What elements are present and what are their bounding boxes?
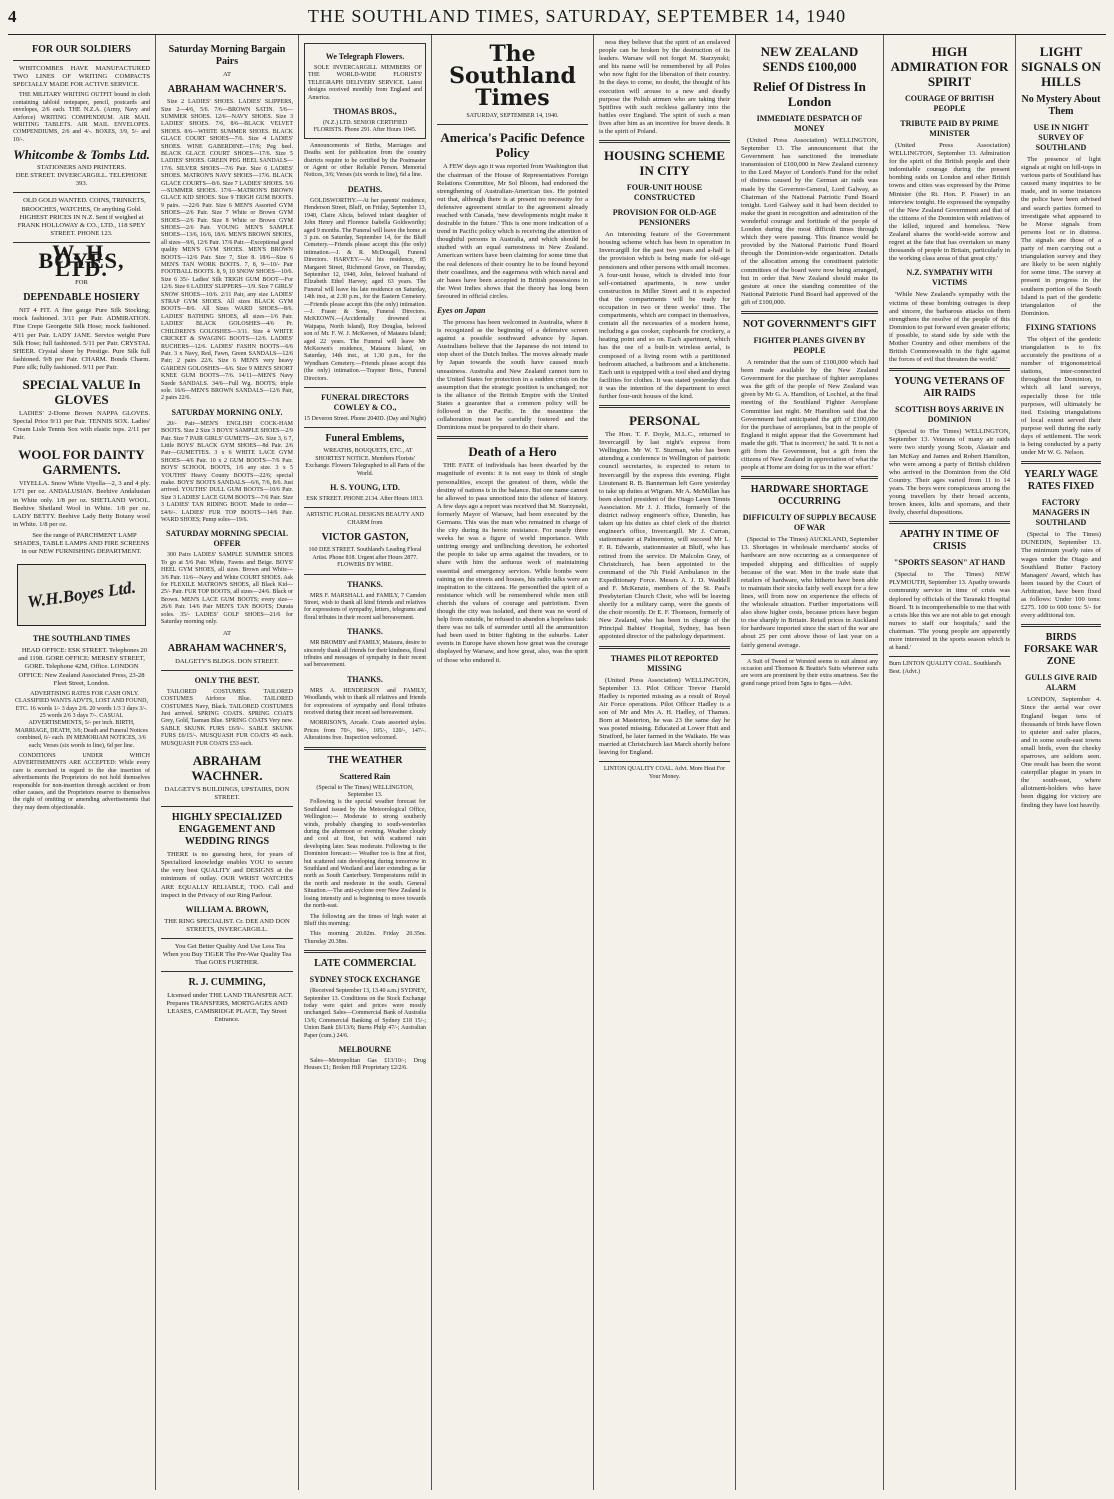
funeral-text: WREATHS, BOUQUETS, ETC., AT SHORTEST NOTICE. Members Florists' Exchange. Flowers Telegraphed to all Parts of the World. — [305, 448, 425, 477]
thomas-sub: (N.Z.) LTD. SENIOR CERTIFIED FLORISTS. Phone 291. After Hours 1045. — [313, 120, 417, 134]
pilot-body: (United Press Association) WELLINGTON, September 13. Pilot Officer Trevor Harold Hadley is reported missing as a result of Royal Air Force operations. Pilot Officer Hadley is a son of Mr and Mrs A. H. Hadley, of Thames. Born at Masterton, he was 23 the same day he was posted missing. Educated at Lower Hutt and Stratford, he later farmed in the Waikato. He was married at Christchurch last March shortly before leaving for England. — [599, 676, 730, 757]
deaths-text: GOLDSWORTHY.—At her parents' residence, Henderson Street, Bluff, on Friday, September 13, 1940, Claire Alicia, beloved infant daughter of John Henry and Florence Isabella Goldsworthy; aged 9 months. The Funeral will leave the home at 3 p.m. on Saturday, September 14, for the Bluff Cemetery.—Friends please accept this (the only) intimation.—J. & R. McDougall, Funeral Directors. HARVEY.—At his residence, 85 Margaret Street, Richmond Grove, on Thursday, September 12, 1940, John, beloved husband of Elizabeth Ethel Harvey; aged 63 years. The Funeral will leave his late residence on Saturday, 14th inst., at 2.30 p.m., for the Eastern Cemetery.—Friends please accept this (the only) intimation.—J. Fraser & Sons, Funeral Directors. McKEOWN.—(Accidentally drowned at Waipapa, North Island), Roy Douglas, beloved son of Mr. F. W. J. McKeown, of Mataura Island; aged 22 years. The Funeral will leave Mr McKeown's residence, Mataura Island, on Saturday, 14th inst., at 1.30 p.m., for the Wyndham Cemetery.—Friends please accept this (the only) intimation.—Traynor Bros., Funeral Directors. — [304, 197, 426, 382]
divider — [889, 368, 1010, 371]
divider — [599, 405, 730, 408]
birds-heading: BIRDS FORSAKE WAR ZONE — [1024, 632, 1098, 668]
hardware-body: (Special to The Times) AUCKLAND, September 13. Shortages in wholesale merchants' stocks of hardware are now occurring as a consequence of impeded shipping and difficulties of supply because of the war. Men in the trade state that retailers of hardware, who hitherto have been able to maintain their stocks fairly well except for a few lines, will from now on experience the effects of the wholesale situation. Further importations will also show higher costs, because prices have begun to rise sharply in Britain. Retail prices in Auckland for hardware imported since the start of the war are about 25 per cent above those of last year on a fairly general average. — [741, 536, 878, 649]
page-header — [8, 6, 1106, 35]
nz-sends-heading: NEW ZEALAND SENDS £100,000 — [760, 44, 859, 74]
melbourne-text: Sales—Metropolitan Gas £13/10/-; Drug Houses £1; Broken Hill Proprietary £2/2/6. — [304, 1057, 426, 1072]
divider — [599, 761, 730, 762]
hosiery-list: NIT 4 FIT. A fine gauge Pure Silk Stocking; mock fashioned. 3/11 per Pair. ADMIRATION. Fine Crepe Georgette Silk Hose; mock fashioned. 4/11 per Pair. LADY JANE. Service weight Pure Silk Hose; full fashioned. 5/11 per Pair. CRYSTAL SHEER. Crystal sheer by Prestige. Pure Silk full fashioned. 9/8 per Pair. CHARM. Bonds Charm. Pure silk; fully fashioned. 9/11 per Pair. — [13, 307, 150, 371]
weather-text: Following is the special weather forecast for Southland issued by the Meteorological Office, Wellington:— Moderate to strong southerly winds, probably changing to south-westerlies during the afternoon or evening. Weather cloudy and cool at first, but with scattered rain developing later. Seas moderate. Following is the Dominion forecast:— Weather too is fine at first, but scattered rain developing during tomorrow in Southland and Westland and later extending as far north as South Canterbury. Temperatures mild in the north and moderate in the south. General Situation.—The anti-cyclone over New Zealand is losing intensity and is beginning to move towards the north-east. — [304, 799, 426, 910]
wachner-addr: DALGETY'S BUILDINGS, UPSTAIRS, DON STREET. — [164, 785, 290, 802]
gift-heading: NOT GOVERNMENT'S GIFT — [742, 318, 877, 330]
thanks-2: MR BROMBY and FAMILY, Mataura, desire to sincerely thank all friends for their kindness, floral tributes and messages of sympathy in their recent sad bereavement. — [304, 640, 426, 669]
divider — [437, 436, 588, 439]
at-label: AT — [222, 71, 232, 78]
boyes-hosiery: DEPENDABLE HOSIERY — [23, 292, 140, 304]
divider — [889, 656, 1010, 657]
weather-sub: Scattered Rain — [339, 771, 391, 781]
hardware-heading: HARDWARE SHORTAGE OCCURRING — [750, 484, 869, 508]
gift-sub: FIGHTER PLANES GIVEN BY PEOPLE — [753, 335, 866, 355]
offices: HEAD OFFICE: ESK STREET. Telephones 20 and 1198. GORE OFFICE: MERSEY STREET, GORE. Telephone 42M, Office. LONDON OFFICE: New Zealand Associated Press, 23-28 Fleet Street, London. — [18, 647, 148, 687]
ad-rates: ADVERTISING RATES FOR CASH ONLY. CLASSIFIED WANTS ADVTS, LOST AND FOUND, ETC. 16 words 1/- 3 days 2/6. 20 words 1/3 3 days 3/-. 25 words 2/6 3 days 7/-. CASUAL ADVERTISEMENTS, 5/- per inch. BIRTH, MARRIAGE, DEATH, 3/6; Death and Funeral Notices combined, 6/- each. IN MEMORIAM NOTICES, 3/6 each; Verses (six words to line), 6d per line. — [15, 690, 148, 749]
bargain-list: Size 2 LADIES' SHOES. LADIES' SLIPPERS, Size 2—4/6, 5/6. 7/6—BROWN SATIN. 5/6—SUMMER SHOES. 12/6—NAVY SHOES. Size 3 LADIES' SHOES. 7/6, 8/6—BLACK VELVET SHOES. 8/6—WHITE SUMMER SHOES. BLACK GLACE COURT SHOES—7/6. Size 4 LADIES' SHOES. WINE GABERDINE—17/6; Peg heel. BLACK GLACE COURT SHOES—17/6. Size 5 LADIES' SHOES. GREEN PEG HEEL SANDALS—17/6. SILVER SHOES—7/6 Pair. Size 6 LADIES' SHOES. MATRON'S NAVY SHOES—17/6. BLACK GLACE COURTS—8/6. Size 7 LADIES' SHOES. 5/6—SUMMER SHOES. 17/6—MATRON'S BROWN GLACE KID SHOES. Size 9 TRIGH GUM BOOTS. 9 pairs. —22/6 Pair. Size 6 MEN'S Assorted GYM SHOES—2/6 Pair. Size 7 White or Brown GYM SHOES—2/6 Pair. Size 8 White or Brown GYM SHOES—2/6 Pair. YOUNG MEN'S SAMPLE SHOES—13/6, 16/6, 18/6. MEN'S BROWN SHOES, all sizes—9/6, 12/6 Pair. 17/6 Pair.—Exceptional good quality MEN'S GYM SHOES. MEN'S BROWN BOOTS—12/6 Pair. Size 7, Size 8. 18/6—Size 6 MEN'S TAN WORK BOOTS. 7, 8, 9—10/- Pair FOOTBALL BOOTS. 8, 9, 10 SNOW SHOES—10/6. Size 6 35/- Ladies' Silk TRIGH GUM BOOT—For 12/6. Size 6 LADIES' SLIPPERS—1/9. Size 7 GIRLS' SNOW SHOES—10/6. 2/11 Pair, any size LADIES' STRAP GYM SHOES. All sizes BLACK GYM BOOTS—8/6. All Sizes WARD SHOES—8/6. LADIES' BATHING SHOES, all sizes—1/6 Pair. LADIES' BLACK GOLOSHES—4/6 Pr. CHILDREN'S GOLOSHES—3/11. Size 4 WHITE CRICKET & SWAGING BOOTS—12/6. LADIES' RUCHERS—12/6. LADIES' FASHN BOOTS—6/6 Pair. 3 x Navy, Red, Fawn, Green SANDALS—12/6 Pair; 2 pairs 22/6. Size 6 MEN'S very heavy GARDEN GOLOSHES—6/6. Size 9 MEN'S SHORT KNEE GUM BOOTS—7/6. 14/11—MEN'S Navy Suede SANDALS. 34/6—Full Wg. BOOTS; triple sole. 16/6—MEN'S BROWN SANDALS—12/6 Pair, 2 pairs 22/6. — [161, 99, 293, 402]
column-1 — [8, 35, 156, 1490]
telegraph-heading: We Telegraph Flowers. — [325, 52, 405, 61]
divider — [304, 747, 426, 750]
divider — [304, 950, 426, 953]
rings-text: THERE is no guessing here, for years of Specialized knowledge enables YOU to secure the very best QUALITY and DESIGNS at the minimum of outlay. OUR WRIST WATCHES ARE EQUALLY RELIABLE, TOO. Call and inspect in the Privacy of our Ring Parlour. — [161, 851, 293, 899]
tide-rows: This morning 20.02m. Friday 20.35m. Thursday 20.38m. — [304, 931, 426, 945]
wage-body: (Special to The Times) DUNEDIN, September 13. The minimum yearly rates of wages under the Otago and Southland Butter Factory Managers' Award, which has been issued by the Court of Arbitration, have been fixed as follows: Under 100 tons: £275. 100 to 600 tons: 5/- for every additional ton. — [1021, 531, 1101, 620]
divider — [13, 60, 150, 61]
deaths-heading: DEATHS. — [347, 184, 383, 194]
notices-text: Announcements of Births, Marriages and Deaths sent for publication from the country districts require to be certified by the Postmaster or Agent or other Reliable Person. Memorial Notices, 3/6; Verses (six words to line), 6d a line. — [304, 142, 426, 179]
times-heading: THE SOUTHLAND TIMES — [32, 634, 131, 644]
divider — [13, 192, 150, 193]
thanks-heading-3: THANKS. — [347, 674, 383, 684]
wachner-name: ABRAHAM WACHNER. — [191, 752, 263, 783]
ad-items: THE MILITARY WRITING OUTFIT bound in cloth containing tabloid notepaper, pencil, postcards and envelopes, 2/6 each. THE N.Z.A. (Army, Navy and Airforce) WRITING COMPENDIUM. AIR MAIL WRITING TABLETS. AIR MAIL ENVELOPES. COMPENDIUMS, 2/6 and 4/-. BOXES, 3/9, 5/- and 10/-. — [13, 92, 150, 143]
young-addr: ESK STREET. PHONE 2134. After Hours 1813. — [306, 496, 424, 503]
late-commercial: LATE COMMERCIAL — [314, 958, 416, 970]
florist-ad — [304, 43, 426, 139]
column-4 — [432, 35, 594, 1490]
subheading-japan: Eyes on Japan — [437, 306, 486, 315]
coal-ad: LINTON QUALITY COAL. Advt. More Heat For Your Money. — [603, 766, 726, 780]
funeral-heading: Funeral Emblems, — [325, 433, 405, 445]
editorial-body-2: The process has been welcomed in Australia, where it is recognized as the beginning of a defensive screen against a possible southward advance by Japan. Australians believe that the Japanese do not intend to stop short of the Dutch Indies. The moves already made by Japan towards the south have caused much uneasiness. Australia and New Zealand cannot turn to the United States for protection in a sudden crisis on the assumption that the strategic position is unchanged; nor is the alliance of the British Empire with the United States a guarantee that a common policy will be followed in the Pacific. In the meantime the collaboration must be carefully fostered and the Dominions must be prepared to do their share. — [437, 319, 588, 432]
store-name-2: ABRAHAM WACHNER'S, — [167, 642, 287, 654]
thanks-3: MRS A. HENDERSON and FAMILY, Woodlands, wish to thank all relatives and friends for expressions of sympathy and floral tributes received during their recent sad bereavement. — [304, 687, 426, 716]
personal-heading: PERSONAL — [629, 413, 700, 429]
divider — [889, 521, 1010, 524]
rings-addr: THE RING SPECIALIST. Cr. DEE AND DON STREETS, INVERCARGILL. — [164, 917, 290, 933]
tides-text: The following are the times of high water at Bluff this morning: — [304, 913, 426, 927]
column-8 — [1016, 35, 1106, 1490]
housing-heading: HOUSING SCHEME IN CITY — [604, 148, 725, 179]
housing-sub-2: PROVISION FOR OLD-AGE PENSIONERS — [612, 208, 717, 228]
cumming-text: Licensed under THE LAND TRANSFER ACT. Prepares TRANSFERS, MORTGAGES AND LEASES, CAMBRIDGE PLACE, Tay Street Entrance. — [166, 992, 293, 1024]
divider — [1021, 461, 1101, 464]
thanks-heading-2: THANKS. — [347, 627, 383, 637]
personal-body: The Hon. T. F. Doyle, M.L.C., returned to Invercargill by last night's express from Wellington. Mr W. T. Sturman, who has been attending a conference in Wellington of patriotic council secretaries, is expected to return to Invercargill by the express this evening. Flight Lieutenant R. B. Bannerman left Gore yesterday to take up duties at Wigram. Mr A. McMillan has been elected president of the Otago Lawn Tennis Association. Mr J. J. Hicks, formerly of the district railway engineer's office, Dunedin, has taken up his duties as chief clerk of the district engineer's office, Invercargill. Mr J. Curran, stationmaster at Palmerston, will succeed Mr L. F. R. Edwards, stationmaster at Bluff, who has retired from the service. Dr Malcolm Gray, of Christchurch, has been appointed to the command of the 7th Field Ambulance in the Expeditionary Force. Messrs A. J. D. Waddell and F. McKenzie, members of the St. Paul's Presbyterian Church Choir, who will be leaving shortly for a military camp, were the guests of the choir recently. Dr E. F. Thomson, formerly of New Zealand, who has been in charge of the Principal Babies' Hospital, Sydney, has been appointed director of the pathology department. — [599, 431, 730, 641]
brand-sub: STATIONERS AND PRINTERS. — [36, 164, 127, 172]
thanks-1: MRS F. MARSHALL and FAMILY, 7 Camden Street, wish to thank all kind friends and relatives for expressions of sympathy, letters, telegrams and floral tributes in their recent sad bereavement. — [304, 592, 426, 621]
at-label-2: AT — [222, 629, 232, 637]
fixing-heading: FIXING STATIONS — [1025, 322, 1097, 332]
boyes-logo — [17, 564, 146, 626]
cowley-name: FUNERAL DIRECTORS COWLEY & CO., — [321, 393, 409, 413]
signals-sub-2: USE IN NIGHT SURVEY OF SOUTHLAND — [1033, 123, 1089, 152]
nz-sends-body: (United Press Association) WELLINGTON, September 13. The announcement that the Government has sanctioned the immediate transmission of £100,000 in New Zealand currency to the Lord Mayor of London's Fund for the relief of distress caused by the German air raids was made by the Governor-General, Lord Galway, as Chairman of the National Patriotic Fund Board tonight. Lord Galway said it had been decided to make the grant in recognition and admiration of the wonderful courage and fortitude of the people of London during the most difficult times through which they were passing. This finance would be provided by the National Patriotic Fund Board through the Dominion-wide organization. Details of the allocation among the constituent patriotic committees of the board were now being arranged, but in order that New Zealand should make its gesture at once the standing committee of the National Patriotic Fund Board had approved of the gift of £100,000. — [741, 137, 878, 306]
ad-intro: WHITCOMBES HAVE MANUFACTURED TWO LINES OF WRITING COMPACTS SPECIALLY MADE FOR ACTIVE SERVICE. — [13, 65, 150, 89]
gold-ad: OLD GOLD WANTED. COINS, TRINKETS, BROOCHES, WATCHES, Or anything Gold. HIGHEST PRICES IN N.Z. Sent if weighed at FRANK HOLLOWAY & CO., LTD., 118 SPEY STREET. PHONE 123. — [17, 197, 146, 237]
wool-list: VIYELLA. Snow White Viyella—2, 3 and 4 ply. 1/71 per oz. ANDALUSIAN. Beehive Andalusian in White only. 1/8 per oz. SHETLAND WOOL. Beehive Shetland Wool in White. 1/8 per oz. LADY BETTY. Beehive Lady Betty Botany wool in White. 1/8 per oz. — [13, 480, 150, 528]
veterans-heading: YOUNG VETERANS OF AIR RAIDS — [894, 376, 1005, 400]
columns — [8, 35, 1106, 1490]
gaston-addr: 160 DEE STREET. Southland's Leading Floral Artist. Phone 818. Urgent after Hours 2877. FLOWERS BY WIRE. — [308, 547, 422, 569]
cumming-name: R. J. CUMMING, — [188, 977, 266, 989]
hero-body: THE FATE of individuals has been dwarfed by the magnitude of events: it is not easy to think of single personalities, except the greatest of them, while the destiny of nations is in the balance. But one name cannot be allowed to pass unnoticed into the silence of history. A few days ago a report was received that M. Starzynski, formerly Mayor of Warsaw, had been executed by the Germans. This was the man who remained in charge of the city during its heroic resistance. For nearly three weeks he was a figure of world importance. With untiring energy and unflinching devotion, he exhorted the people to take up arms against the invaders, or to share with him the arduous work of maintaining essential and emergency services. While bombs were raining on the streets and houses, his radio talks were an inspiration to the citizens. He personified the spirit of a resistance which will be remembered while men still cherish the values of courage and patriotism. Even though the city was isolated, and there was no word of help from outside, he refused to abandon a hopeless task: there was no talk of surrender until all the ammunition had been used in bitter fighting in the suburbs. Later events in Europe have shown how great was the courage displayed by Warsaw, and how great, also, was the spirit of those who endured it. — [437, 462, 588, 664]
divider — [161, 971, 293, 972]
melbourne-heading: MELBOURNE — [338, 1044, 392, 1054]
admiration-sub: COURAGE OF BRITISH PEOPLE — [904, 94, 995, 113]
divider — [304, 427, 426, 428]
brand-whitcombe: Whitcombe & Tombs Ltd. — [13, 147, 150, 163]
store-name: ABRAHAM WACHNER'S. — [167, 84, 287, 96]
divider — [161, 806, 293, 807]
sydney-heading: SYDNEY STOCK EXCHANGE — [309, 975, 421, 985]
boyes-brand: W. H. BOYES, LTD. — [38, 239, 125, 282]
column-3 — [299, 35, 432, 1490]
rings-heading: HIGHLY SPECIALIZED ENGAGEMENT AND WEDDING RINGS — [171, 812, 283, 848]
column-2 — [156, 35, 299, 1490]
divider — [161, 670, 293, 671]
hero-continued: ness they believe that the spirit of an enslaved people can be broken by the destruction of its leaders. Warsaw will not forget M. Starzynski; and his name will be remembered by all Poles who now fight for the liberation of their country. In the days to come, no doubt, the thought of his execution will arouse to a new and deadly purpose the Polish airmen who are taking their Spitfires with such reckless gallantry into the battles over England. The spirit of such a man lives after him as an incentive for brave deeds. It is the spirit of Poland. — [599, 39, 730, 136]
rings-name: WILLIAM A. BROWN, — [185, 904, 269, 914]
divider — [304, 574, 426, 575]
signals-body: The presence of light signals at night on hill-tops in various parts of Southland has caused many inquiries to be made, and in some instances the police have been advised and search parties formed to investigate what appeared to be Morse signals from persons lost or in distress. The signals are those of a party of men carrying out a triangulation survey and they are likely to be seen nightly for some time. The survey at present in progress in the southern portion of the South Island is part of the geodetic triangulation of the Dominion. — [1021, 156, 1101, 317]
sympathy-body: 'While New Zealand's sympathy with the victims of these bombing outrages is deep and sincere, the barbarous attacks on them strengthens the resolve of the people of this Dominion to put forward even greater efforts; if possible, to stand side by side with the Mother Country and other members of the British Commonwealth in the fight against the forces of evil that threaten the world.' — [889, 291, 1010, 364]
special-gloves: SPECIAL VALUE In GLOVES — [22, 377, 141, 407]
only-best: ONLY THE BEST. — [194, 675, 260, 685]
coats-list: TAILORED COSTUMES. TAILORED COSTUMES Airforce Blue. TAILORED COSTUMES Navy, Black. TAILORED COSTUMES Just arrived. SPRING COATS. SPRING COATS Grey, Gold, Tasman Blue. SPRING COATS Very new. SABLE SKUNK FURS £6/9/-. SABLE SKUNK FURS £6/15/-. MUSQUASH FUR COATS 45 each. MUSQUASH FUR COATS £53 each. — [161, 688, 293, 747]
apathy-sub: "SPORTS SEASON" AT HAND — [893, 558, 1006, 568]
coal-ad-2: Burn LINTON QUALITY COAL. Southland's Best. (Advt.) — [889, 661, 1002, 675]
nameplate: The Southland Times — [449, 41, 576, 111]
weather-heading: THE WEATHER — [327, 754, 403, 766]
fixing-body: The object of the geodetic triangulation is to fix accurately the positions of a number of trigonometrical stations, inter-connected throughout the Dominion, to which all land surveys, especially those for title purposes, will ultimately be tied. Existing triangulations of local extent served their purpose well during the early days of settlement. The work is being conducted by a party under Mr W. G. Nelson. — [1021, 335, 1101, 457]
sydney-text: (Received September 13, 13.40 a.m.) SYDNEY, September 13. Conditions on the Stock Exchange today were quiet and prices were mostly unchanged. Sales—Commercial Bank of Australia 13/6; Commercial Banking of Sydney £18 15/-; Union Bank £6/13/6; Burns Philp 47/-; Australian Paper (cum.) 24/6. — [304, 988, 426, 1039]
wage-sub: FACTORY MANAGERS IN SOUTHLAND — [1032, 498, 1090, 528]
admiration-sub-2: TRIBUTE PAID BY PRIME MINISTER — [900, 119, 999, 138]
sat-list: 20/- Pair—MEN'S ENGLISH COCK-HAM BOOTS. Size 2 Size 3 BOYS' SAMPLE SHOES—2/9 Pair. Size 7 PAIR GIRLS' GUMETS—2/6. Size 3, 6 7, Little BOYS' BLACK GYM SHOES—8d Pair. 2/6 Pair—GUMETTES. 3 x 6 WHITE LACE GYM SHOES—4/6 Pair. 10 x 2 GUM BOOTS—7/6 Pair. BOYS' SCHOOL BOOTS, 1/6 any size. 3 x 5 YOUTHS' Heavy County BOOTS—22/6; special make. BOYS' BOOTS SANDALS—6/6, 7/6, 8/6. Just arrived. YOUTHS' DULL GUM BOOTS—10/6 Pair. Size 3 LADIES' LACE GUM BOOTS—7/6 Pair. Size 3 LADIES' TAN RIDING BOOT. Made to order—£4/6/-. LADIES' FUR TOP BOOTS—14/6 Pair. WARD SHOES; Pump soles—19/6. — [161, 420, 293, 524]
hardware-sub: DIFFICULTY OF SUPPLY BECAUSE OF WAR — [742, 513, 877, 533]
weather-byline: (Special to The Times) WELLINGTON, September 13. — [316, 784, 414, 798]
morrison-ad: MORRISON'S, Arcade. Coats assorted styles. Prices from 70/-, 84/-, 105/-, 120/-, 147/-. Alterations free. Inspection welcomed. — [304, 720, 426, 742]
housing-sub: FOUR-UNIT HOUSE CONSTRUCTED — [626, 183, 703, 203]
logo-text: W.H.Boyes Ltd. — [26, 577, 137, 612]
sat2-list: 300 Pairs LADIES' SAMPLE SUMMER SHOES To go at 5/6 Pair. White, Fawns and Beige. BOYS' HEEL GYM SHOES, all sizes. Brown and White—3/6 Pair. 11/6—Navy and White COURT SHOES. Ask for FLEXILE MATRON'S SHOES, all Black Kid—25/- Pair. FUR TOP BOOTS, all sizes—24/6. Black or Brown. MEN'S LACE GUM BOOTS; every size—26/6 Pair. 14/6 Pair MEN'S TAN BOOTS; Durata soles. 35/- LADIES' GOLF SHOES—21/6 for Saturday morning only. — [161, 552, 293, 626]
ad-heading-soldiers: FOR OUR SOLDIERS — [32, 44, 131, 55]
store-addr-2: DALGETY'S BLDGS. DON STREET. — [175, 657, 279, 665]
relief-heading: Relief Of Distress In London — [753, 79, 866, 109]
thomas-name: THOMAS BROS., — [333, 107, 397, 117]
divider — [741, 654, 878, 655]
apathy-body: (Special to The Times) NEW PLYMOUTH, September 13. Apathy towards community service in time of crisis was deplored by officials of the Taranaki Hospital Board. 'It is incomprehensible to me that with a crisis like this we are not able to get enough nurses to staff our hospitals,' said the chairman. 'The young people are apparently more interested in the sports season which is at hand.' — [889, 571, 1010, 652]
shades-ad: See the range of PARCHMENT LAMP SHADES, TABLE LAMPS AND FIRE SCREENS in our NEW FURNISHING DEPARTMENT. — [13, 531, 150, 556]
gloves-list: LADIES' 2-Dome Brown NAPPA GLOVES. Special Price 9/11 per Pair. TENNIS SOX. Ladies' Cream Lisle Tennis Sox with elastic tops. 2/11 per Pair. — [13, 410, 150, 442]
divider — [599, 140, 730, 143]
birds-body: LONDON, September 4. Since the aerial war over England began tens of thousands of birds have flown to quieter and safer places, and in some south-east towns small birds, even the cheeky sparrows, are seldom seen. One result has been the worst caterpillar plague in years in the south-east, where allotment-holders who have been digging for victory are finding they have lost heavily. — [1021, 696, 1101, 809]
bargain-heading: Saturday Morning Bargain Pairs — [168, 44, 286, 67]
gaston-name: VICTOR GASTON, — [321, 532, 409, 544]
divider — [304, 387, 426, 388]
veterans-body: (Special to The Times) WELLINGTON, September 13. Veterans of many air raids were two sturdy young Scots, Alastair and Ian McKay and James and Robert Hamilton, who were among a party of British children who arrived in the Dominion from the Old Country. Their ages varied from 11 to 14 years. The boys were conspicuous among the young travellers by their broad accents, brown knees, kilts and sporrans, and their lively, cheerful dispositions. — [889, 428, 1010, 517]
divider — [741, 311, 878, 314]
boyes-for: FOR — [75, 279, 88, 287]
admiration-heading: HIGH ADMIRATION FOR SPIRIT — [890, 44, 1009, 89]
wool-heading: WOOL FOR DAINTY GARMENTS. — [18, 447, 145, 478]
despatch-heading: IMMEDIATE DESPATCH OF MONEY — [756, 114, 863, 133]
sat2-heading: SATURDAY MORNING SPECIAL OFFER — [166, 529, 288, 549]
sympathy-heading: N.Z. SYMPATHY WITH VICTIMS — [906, 268, 993, 288]
column-6 — [736, 35, 884, 1490]
dateline: SATURDAY, SEPTEMBER 14, 1940. — [466, 113, 559, 119]
sat-heading: SATURDAY MORNING ONLY. — [171, 407, 283, 417]
divider — [437, 124, 588, 125]
conditions: CONDITIONS UNDER WHICH ADVERTISEMENTS ARE ACCEPTED: While every care is exercised in regard to the due insertion of advertisements the Proprietors do not hold themselves responsible for non-insertion through accident or from other causes, and the Proprietors reserve to themselves the right of omitting or amending advertisements that they may deem objectionable. — [13, 752, 150, 811]
birds-sub: GULLS GIVE RAID ALARM — [1024, 673, 1097, 693]
divider — [741, 476, 878, 479]
page-number: 4 — [8, 7, 17, 26]
hero-heading: Death of a Hero — [468, 444, 557, 460]
editorial-body-1: A FEW days ago it was reported from Washington that the chairman of the House of Representatives Foreign Relations Committee, Mr Sol Bloom, had endorsed the strengthening of Australian-American ties. He pointed out that, although there is at present no necessity for a defensive agreement similar to the agreement already reached with Canada, 'new developments might make it desirable in the future.' This is one more indication of a trend in Pacific policy which is receiving the attention of thoughtful persons in Australia, and which should be studied with an equal earnestness in New Zealand. American writers have been claiming for some time that the real defences of their country lie to be found beyond their coastlines, and the eagerness with which naval and air bases have been accepted in British possessions in the West Indies shows that the theory has long been favoured in official circles. — [437, 163, 588, 300]
artistic-text: ARTISTIC FLORAL DESIGNS BEAUTY AND CHARM from — [306, 512, 424, 526]
pilot-heading: THAMES PILOT REPORTED MISSING — [610, 653, 719, 673]
suit-ad: A Suit of Tweed or Worsted seems to suit almost any occasion and Thomson & Beattie's Suits wherever suits are worn are prominent by their extra smartness. See the grand range priced from 5gns to 8gns.—Advt. — [741, 658, 878, 687]
wage-heading: YEARLY WAGE RATES FIXED — [1024, 469, 1098, 493]
divider — [161, 938, 293, 939]
apathy-heading: APATHY IN TIME OF CRISIS — [899, 529, 1000, 553]
telegraph-text: SOLE INVERCARGILL MEMBERS OF THE WORLD-WIDE FLORISTS' TELEGRAPH DELIVERY SERVICE. Latest designs received monthly from England and America. — [308, 65, 422, 101]
thanks-heading-1: THANKS. — [347, 579, 383, 589]
tiger-ad: You Get Better Quality And Use Less Tea When you Buy TIGER The Pre-War Quality Tea That GOES FURTHER. — [162, 942, 292, 967]
brand-addr: DEE STREET. INVERCARGILL. TELEPHONE 393. — [15, 172, 148, 188]
veterans-sub: SCOTTISH BOYS ARRIVE IN DOMINION — [895, 405, 1004, 425]
admiration-body: (United Press Association) WELLINGTON, September 13. Admiration for the spirit of the British people and their indomitable courage during the present bombing raids on London and other British towns and cities was expressed by the Prime Minister (the Rt. Hon. P. Fraser) in an interview tonight. He expressed the sympathy of the New Zealand Government and that of the citizens of the Dominion with relatives of the killed, injured and homeless. 'New Zealand shares the world-wide sorrow and regret at the fate that has overtaken so many thousands of people in Britain, particularly in the working class areas of that great city.' — [889, 142, 1010, 263]
signals-heading: LIGHT SIGNALS ON HILLS — [1021, 44, 1101, 89]
signals-sub: No Mystery About Them — [1021, 94, 1101, 117]
column-5 — [594, 35, 736, 1490]
housing-body: An interesting feature of the Government housing scheme which has been in operation in Invercargill for the past two years and a-half is the provision which is being made for old-age pensioners and other persons with small incomes. A four-unit house, which is divided into four self-contained apartments, is now under construction in Miller Street and it is expected that the compartments will be ready for occupation in two or three weeks' time. The compartments, which are compact in themselves, contain all the necessaries of a modern home, including a gas cooker, cupboards for crockery, a heating point and so on. Each apartment, which has the use of a built-in wireless aerial, is composed of a living room with a partitioned bedroom attached, a bathroom and a kitchenette. Each unit is equipped with a tool shed and drying facilities for clothes. It was stated yesterday that it was the intention of the department to erect further four-unit houses of the kind. — [599, 231, 730, 400]
gift-body: A reminder that the sum of £100,000 which had been made available by the New Zealand Government for the purchase of fighter aeroplanes was the gift of the people of New Zealand was given by Mr G. A. Hamilton, of Lochiel, at the final meeting of the Southland Fighter Aeroplane Committee last night. Mr Hamilton said that the Government had anticipated the gift of £100,000 for the purchase of aeroplanes, but in the people of England it might appear that the Government had made the gift. 'That is incorrect,' he said. 'It is not a gift from the Government, but a gift from the citizens of New Zealand in appreciation of what the people at Home are doing for us in the war effort.' — [741, 358, 878, 472]
editorial-heading: America's Pacific Defence Policy — [440, 130, 585, 161]
young-name: H. S. YOUNG, LTD. — [330, 483, 400, 493]
page-title: THE SOUTHLAND TIMES, SATURDAY, SEPTEMBER 14, 1940 — [307, 6, 847, 26]
divider — [1021, 624, 1101, 627]
cowley-addr: 15 Deveron Street. Phone 2040D. (Day and Night) — [304, 416, 426, 423]
column-7 — [884, 35, 1016, 1490]
divider — [304, 507, 426, 508]
divider — [599, 646, 730, 649]
